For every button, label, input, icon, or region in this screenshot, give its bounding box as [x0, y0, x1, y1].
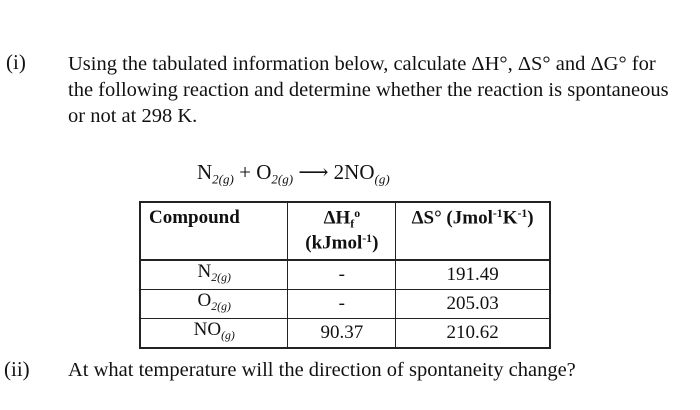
header-enthalpy-unit: (kJmol [305, 232, 363, 254]
product-no: 2NO [333, 160, 375, 184]
header-enthalpy-close: ) [372, 232, 379, 254]
header-entropy-main: ΔS° (Jmol [411, 207, 493, 229]
question-i-line-2: the following reaction and determine whether the reaction is spontaneous [68, 79, 669, 101]
table-row [140, 260, 550, 290]
cell-entropy: 210.62 [396, 319, 550, 349]
reaction-equation [197, 160, 390, 188]
cell-compound [140, 290, 288, 319]
header-entropy-k: K [502, 207, 518, 229]
thermo-data-table [139, 201, 551, 349]
table-header-row [140, 202, 550, 260]
compound-name: NO [193, 319, 222, 341]
header-enthalpy-symbol: ΔH [323, 207, 351, 229]
table-row [140, 319, 550, 349]
header-enthalpy-sub: f [350, 217, 355, 231]
reactant-n2-subscript: 2(g) [212, 171, 234, 187]
header-enthalpy-unit-sup: -1 [362, 231, 373, 245]
header-enthalpy-sup: o [354, 207, 361, 220]
cell-enthalpy: - [288, 290, 396, 319]
reactant-o2-subscript: 2(g) [271, 171, 294, 187]
question-i-text [68, 51, 669, 129]
question-ii-text: At what temperature will the direction of spontaneity change? [68, 359, 576, 381]
header-entropy [396, 202, 550, 260]
question-ii-label: (ii) [4, 357, 30, 381]
header-entropy-sup-2: -1 [517, 207, 528, 220]
compound-subscript: 2(g) [211, 271, 231, 285]
cell-compound [140, 260, 288, 290]
cell-enthalpy: - [288, 260, 396, 290]
question-i-line-1: Using the tabulated information below, calculate ΔH°, ΔS° and ΔG° for [68, 53, 656, 75]
compound-name: O [197, 290, 212, 312]
plus-sign: + [233, 160, 257, 184]
header-entropy-sup-1: -1 [492, 207, 503, 220]
header-compound: Compound [140, 202, 288, 260]
reactant-o2: O [256, 160, 272, 184]
cell-enthalpy: 90.37 [288, 319, 396, 349]
compound-name: N [197, 261, 212, 282]
question-i-label: (i) [6, 50, 26, 74]
compound-subscript: (g) [221, 329, 235, 343]
question-i-line-3: or not at 298 K. [68, 105, 198, 127]
product-no-subscript: (g) [374, 171, 390, 187]
cell-compound [140, 319, 288, 349]
header-entropy-close: ) [527, 207, 534, 229]
reaction-arrow: ⟶ [293, 160, 334, 184]
compound-subscript: 2(g) [211, 300, 231, 314]
reactant-n2: N [197, 160, 213, 184]
header-enthalpy [288, 202, 396, 260]
cell-entropy: 205.03 [396, 290, 550, 319]
cell-entropy: 191.49 [396, 260, 550, 290]
table-row [140, 290, 550, 319]
